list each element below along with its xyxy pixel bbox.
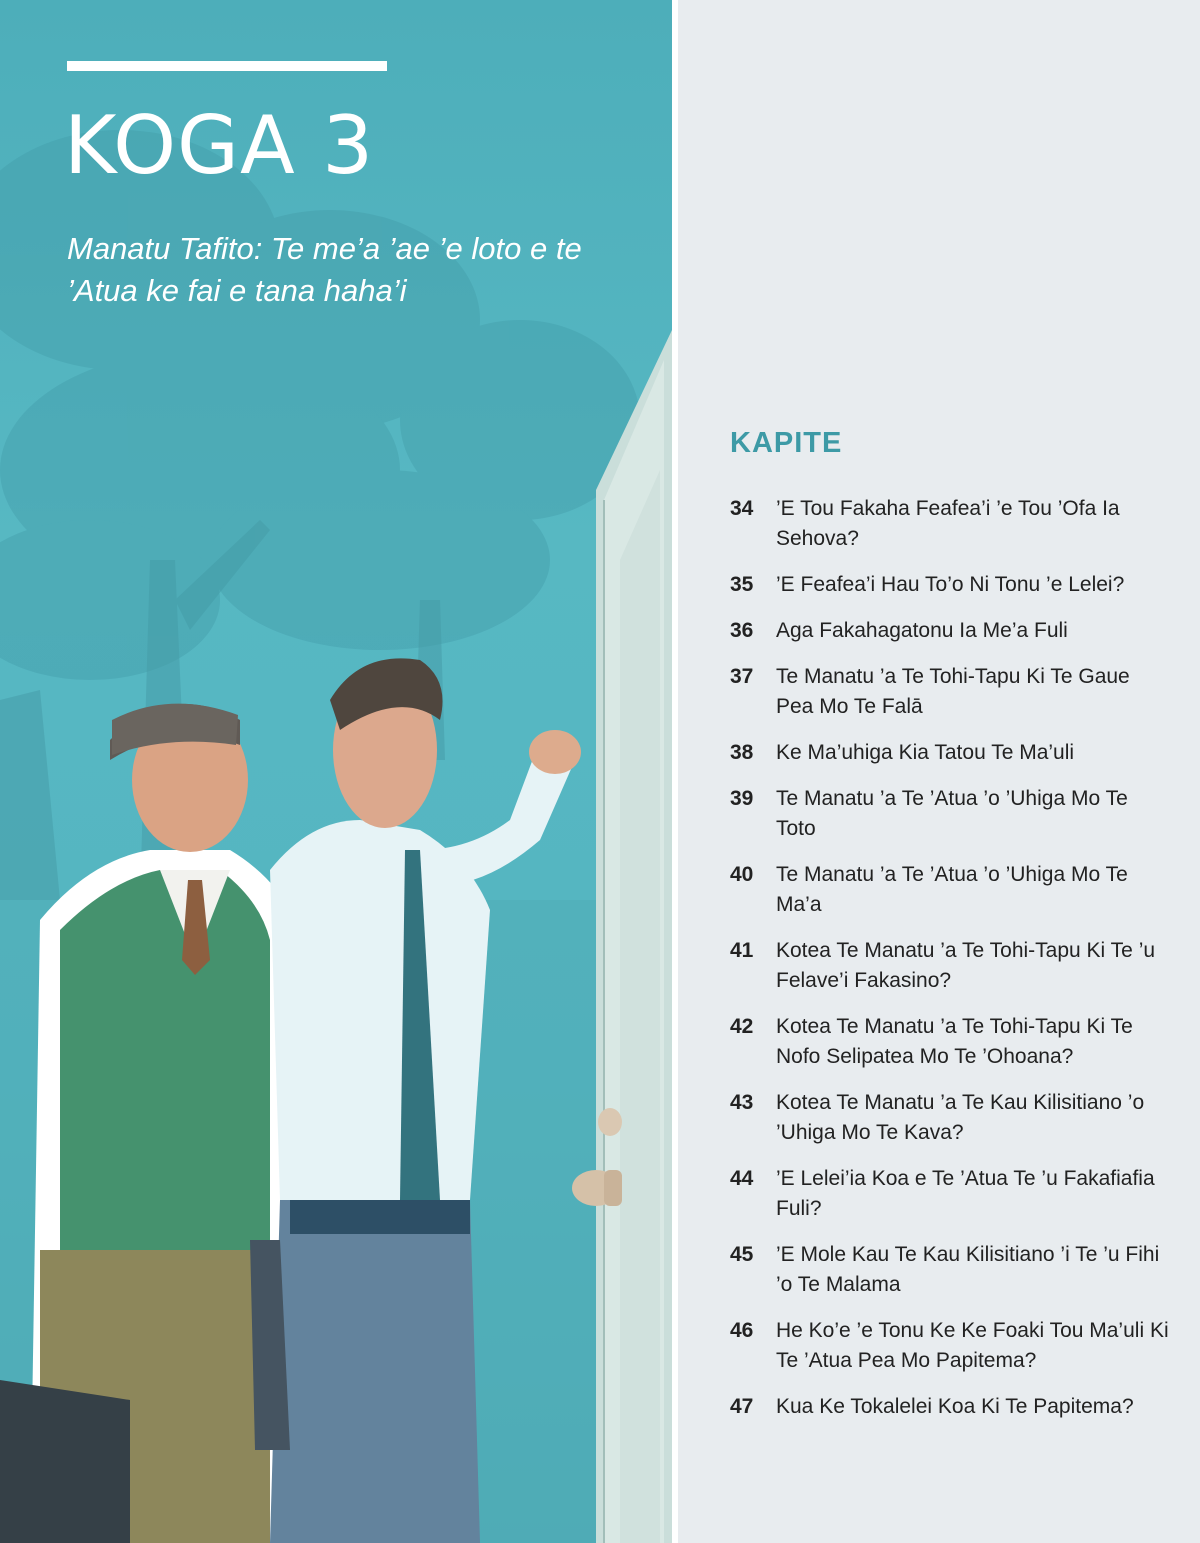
chapter-item[interactable]: [730, 494, 1170, 554]
chapter-title: Kotea Te Manatu ’a Te Tohi-Tapu Ki Te Nofo Selipatea Mo Te ’Ohoana?: [776, 1015, 1133, 1068]
chapter-number: 41: [730, 939, 754, 962]
chapter-item[interactable]: [730, 1392, 1170, 1422]
chapter-item[interactable]: [730, 1316, 1170, 1376]
chapter-item[interactable]: [730, 1088, 1170, 1148]
chapter-title: ’E Lelei’ia Koa e Te ’Atua Te ’u Fakafiafia Fuli?: [776, 1167, 1155, 1220]
chapter-title: ’E Feafea’i Hau To’o Ni Tonu ’e Lelei?: [776, 573, 1125, 596]
chapter-number: 36: [730, 619, 754, 642]
chapter-number: 38: [730, 741, 754, 764]
chapter-number: 45: [730, 1243, 754, 1266]
chapter-title: Kotea Te Manatu ’a Te Tohi-Tapu Ki Te ’u Felave’i Fakasino?: [776, 939, 1156, 992]
chapter-item[interactable]: [730, 662, 1170, 722]
chapter-title: Ke Ma’uhiga Kia Tatou Te Ma’uli: [776, 741, 1075, 764]
chapter-item[interactable]: [730, 860, 1170, 920]
chapter-title: Kotea Te Manatu ’a Te Kau Kilisitiano ’o ’Uhiga Mo Te Kava?: [776, 1091, 1145, 1144]
chapter-number: 34: [730, 497, 754, 520]
chapter-number: 42: [730, 1015, 754, 1038]
chapter-number: 47: [730, 1395, 754, 1418]
chapter-item[interactable]: [730, 936, 1170, 996]
chapter-number: 37: [730, 665, 754, 688]
chapter-list: [730, 494, 1170, 1438]
part-title: KOGA 3: [64, 99, 375, 192]
chapter-item[interactable]: [730, 784, 1170, 844]
chapter-item[interactable]: [730, 1164, 1170, 1224]
chapter-item[interactable]: [730, 616, 1170, 646]
chapter-title: Kua Ke Tokalelei Koa Ki Te Papitema?: [776, 1395, 1134, 1418]
chapter-item[interactable]: [730, 1012, 1170, 1072]
chapter-number: 39: [730, 787, 754, 810]
chapter-title: Te Manatu ’a Te Tohi-Tapu Ki Te Gaue Pea Mo Te Falā: [776, 665, 1130, 718]
chapter-title: ’E Tou Fakaha Feafea’i ’e Tou ’Ofa Ia Sehova?: [776, 497, 1120, 550]
chapter-title: ’E Mole Kau Te Kau Kilisitiano ’i Te ’u Fihi ’o Te Malama: [776, 1243, 1160, 1296]
chapter-title: Te Manatu ’a Te ’Atua ’o ’Uhiga Mo Te Ma’a: [776, 863, 1128, 916]
chapter-item[interactable]: [730, 1240, 1170, 1300]
chapter-number: 46: [730, 1319, 754, 1342]
chapter-title: He Ko’e ’e Tonu Ke Ke Foaki Tou Ma’uli Ki Te ’Atua Pea Mo Papitema?: [776, 1319, 1169, 1372]
chapter-number: 40: [730, 863, 754, 886]
chapter-title: Te Manatu ’a Te ’Atua ’o ’Uhiga Mo Te Toto: [776, 787, 1128, 840]
chapter-number: 44: [730, 1167, 754, 1190]
chapter-number: 35: [730, 573, 754, 596]
chapter-item[interactable]: [730, 738, 1170, 768]
part-theme: Manatu Tafito: Te me’a ’ae ’e loto e te ’Atua ke fai e tana haha’i: [67, 231, 582, 308]
title-rule: [67, 61, 387, 71]
chapter-number: 43: [730, 1091, 754, 1114]
chapter-item[interactable]: [730, 570, 1170, 600]
chapters-heading: KAPITE: [730, 427, 843, 459]
chapter-title: Aga Fakahagatonu Ia Me’a Fuli: [776, 619, 1068, 642]
